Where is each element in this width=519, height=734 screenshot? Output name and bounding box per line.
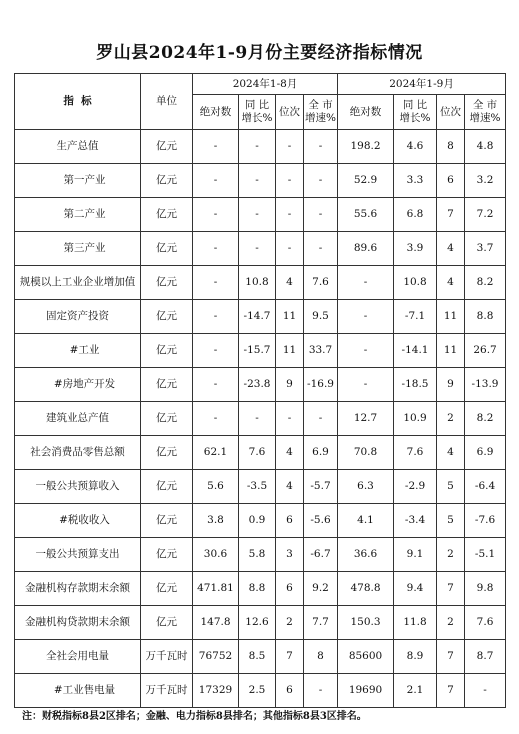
- page-title: 罗山县2024年1-9月份主要经济指标情况: [96, 43, 423, 63]
- cell-b-abs: 198.2: [338, 130, 394, 164]
- cell-a-city: -: [304, 674, 338, 708]
- cell-b-rank: 11: [437, 300, 465, 334]
- cell-a-yoy: -: [239, 232, 276, 266]
- cell-a-city: -6.7: [304, 538, 338, 572]
- cell-a-city: -: [304, 164, 338, 198]
- cell-b-abs: -: [338, 266, 394, 300]
- rank-header: 位次: [437, 95, 465, 130]
- cell-unit: 亿元: [141, 402, 193, 436]
- cell-b-abs: 36.6: [338, 538, 394, 572]
- indicator-name: 第二产业: [15, 198, 141, 232]
- cell-a-rank: 7: [276, 640, 304, 674]
- cell-a-yoy: 12.6: [239, 606, 276, 640]
- cell-b-yoy: 6.8: [394, 198, 437, 232]
- table-row: [15, 164, 506, 198]
- cell-b-rank: 5: [437, 470, 465, 504]
- cell-b-rank: 2: [437, 606, 465, 640]
- cell-b-city: 4.8: [465, 130, 506, 164]
- cell-a-rank: 3: [276, 538, 304, 572]
- cell-a-rank: 6: [276, 504, 304, 538]
- cell-a-yoy: 5.8: [239, 538, 276, 572]
- table-row: [15, 334, 506, 368]
- indicator-name: 全社会用电量: [15, 640, 141, 674]
- cell-b-abs: -: [338, 368, 394, 402]
- cell-b-rank: 7: [437, 198, 465, 232]
- cell-a-abs: -: [193, 266, 239, 300]
- cell-b-abs: 52.9: [338, 164, 394, 198]
- table-row: [15, 504, 506, 538]
- indicator-name: 规模以上工业企业增加值: [15, 266, 141, 300]
- cell-unit: 亿元: [141, 232, 193, 266]
- rank-header: 位次: [276, 95, 304, 130]
- city-header: 全 市 增速%: [304, 95, 338, 130]
- cell-a-abs: 62.1: [193, 436, 239, 470]
- cell-b-rank: 4: [437, 232, 465, 266]
- cell-unit: 亿元: [141, 436, 193, 470]
- cell-a-yoy: 10.8: [239, 266, 276, 300]
- cell-unit: 亿元: [141, 572, 193, 606]
- cell-a-abs: 5.6: [193, 470, 239, 504]
- cell-b-rank: 4: [437, 266, 465, 300]
- cell-a-city: 8: [304, 640, 338, 674]
- cell-a-yoy: -: [239, 402, 276, 436]
- cell-a-abs: 17329: [193, 674, 239, 708]
- cell-a-yoy: -: [239, 198, 276, 232]
- cell-a-rank: 6: [276, 674, 304, 708]
- table-row: [15, 538, 506, 572]
- cell-b-yoy: 10.9: [394, 402, 437, 436]
- cell-b-abs: 12.7: [338, 402, 394, 436]
- cell-b-city: 6.9: [465, 436, 506, 470]
- cell-a-yoy: -15.7: [239, 334, 276, 368]
- cell-a-city: 7.7: [304, 606, 338, 640]
- cell-b-abs: 89.6: [338, 232, 394, 266]
- table-row: [15, 674, 506, 708]
- yoy-header: 同 比 增长%: [239, 95, 276, 130]
- cell-b-city: -: [465, 674, 506, 708]
- cell-b-yoy: 3.3: [394, 164, 437, 198]
- cell-a-abs: -: [193, 232, 239, 266]
- cell-b-city: 7.6: [465, 606, 506, 640]
- cell-b-rank: 2: [437, 538, 465, 572]
- indicator-name: 第三产业: [15, 232, 141, 266]
- cell-b-city: 3.2: [465, 164, 506, 198]
- indicator-name: #工业: [15, 334, 141, 368]
- indicator-name: 一般公共预算支出: [15, 538, 141, 572]
- cell-a-city: -: [304, 198, 338, 232]
- cell-a-rank: 11: [276, 300, 304, 334]
- cell-b-city: 3.7: [465, 232, 506, 266]
- cell-a-city: 33.7: [304, 334, 338, 368]
- cell-b-abs: 4.1: [338, 504, 394, 538]
- indicator-table: [14, 73, 506, 708]
- cell-a-yoy: 7.6: [239, 436, 276, 470]
- cell-b-abs: 6.3: [338, 470, 394, 504]
- cell-unit: 亿元: [141, 504, 193, 538]
- table-row: [15, 368, 506, 402]
- cell-b-rank: 11: [437, 334, 465, 368]
- table-row: [15, 436, 506, 470]
- cell-a-rank: 2: [276, 606, 304, 640]
- cell-a-abs: -: [193, 334, 239, 368]
- indicator-name: 一般公共预算收入: [15, 470, 141, 504]
- cell-a-rank: -: [276, 232, 304, 266]
- indicator-name: 固定资产投资: [15, 300, 141, 334]
- indicator-header: 指 标: [15, 74, 141, 130]
- cell-unit: 万千瓦时: [141, 640, 193, 674]
- cell-a-abs: -: [193, 130, 239, 164]
- cell-unit: 万千瓦时: [141, 674, 193, 708]
- cell-b-abs: 55.6: [338, 198, 394, 232]
- indicator-name: #工业售电量: [15, 674, 141, 708]
- cell-a-yoy: 2.5: [239, 674, 276, 708]
- footnote: 注：财税指标8县2区排名；金融、电力指标8县排名；其他指标8县3区排名。: [22, 711, 367, 722]
- cell-b-abs: 150.3: [338, 606, 394, 640]
- cell-a-yoy: -: [239, 164, 276, 198]
- unit-header: 单位: [141, 74, 193, 130]
- table-row: [15, 130, 506, 164]
- cell-b-abs: 70.8: [338, 436, 394, 470]
- indicator-name: 社会消费品零售总额: [15, 436, 141, 470]
- abs-header: 绝对数: [193, 95, 239, 130]
- indicator-name: 生产总值: [15, 130, 141, 164]
- cell-a-rank: 4: [276, 436, 304, 470]
- indicator-name: 第一产业: [15, 164, 141, 198]
- cell-a-rank: -: [276, 164, 304, 198]
- cell-unit: 亿元: [141, 164, 193, 198]
- cell-a-abs: -: [193, 368, 239, 402]
- cell-a-abs: -: [193, 402, 239, 436]
- cell-b-yoy: -14.1: [394, 334, 437, 368]
- indicator-name: 金融机构存款期末余额: [15, 572, 141, 606]
- cell-a-city: 9.2: [304, 572, 338, 606]
- cell-a-rank: -: [276, 130, 304, 164]
- cell-unit: 亿元: [141, 198, 193, 232]
- cell-b-city: -7.6: [465, 504, 506, 538]
- indicator-name: 金融机构贷款期末余额: [15, 606, 141, 640]
- cell-b-city: 8.8: [465, 300, 506, 334]
- cell-a-yoy: 8.5: [239, 640, 276, 674]
- cell-a-city: -5.6: [304, 504, 338, 538]
- period-b-header: 2024年1-9月: [338, 74, 506, 95]
- cell-a-rank: 11: [276, 334, 304, 368]
- table-row: [15, 572, 506, 606]
- cell-b-rank: 4: [437, 436, 465, 470]
- cell-b-yoy: 9.1: [394, 538, 437, 572]
- cell-a-abs: 76752: [193, 640, 239, 674]
- cell-a-rank: 9: [276, 368, 304, 402]
- cell-b-yoy: -18.5: [394, 368, 437, 402]
- cell-a-yoy: 8.8: [239, 572, 276, 606]
- cell-b-yoy: 2.1: [394, 674, 437, 708]
- cell-a-abs: 147.8: [193, 606, 239, 640]
- table-row: [15, 266, 506, 300]
- cell-b-yoy: 11.8: [394, 606, 437, 640]
- indicator-name: #房地产开发: [15, 368, 141, 402]
- cell-b-abs: -: [338, 300, 394, 334]
- indicator-name: #税收收入: [15, 504, 141, 538]
- cell-b-abs: 19690: [338, 674, 394, 708]
- cell-b-rank: 2: [437, 402, 465, 436]
- cell-a-abs: -: [193, 300, 239, 334]
- cell-a-city: -5.7: [304, 470, 338, 504]
- cell-a-city: 7.6: [304, 266, 338, 300]
- cell-b-city: 8.2: [465, 266, 506, 300]
- cell-a-rank: -: [276, 402, 304, 436]
- period-a-header: 2024年1-8月: [193, 74, 338, 95]
- cell-b-yoy: -7.1: [394, 300, 437, 334]
- cell-a-abs: -: [193, 198, 239, 232]
- cell-unit: 亿元: [141, 300, 193, 334]
- cell-a-rank: -: [276, 198, 304, 232]
- cell-a-abs: 471.81: [193, 572, 239, 606]
- cell-a-abs: 3.8: [193, 504, 239, 538]
- cell-a-abs: -: [193, 164, 239, 198]
- cell-a-yoy: -3.5: [239, 470, 276, 504]
- table-row: [15, 606, 506, 640]
- cell-b-city: -5.1: [465, 538, 506, 572]
- cell-a-yoy: 0.9: [239, 504, 276, 538]
- table-row: [15, 470, 506, 504]
- cell-unit: 亿元: [141, 334, 193, 368]
- cell-b-rank: 6: [437, 164, 465, 198]
- table-row: [15, 232, 506, 266]
- cell-unit: 亿元: [141, 130, 193, 164]
- indicator-name: 建筑业总产值: [15, 402, 141, 436]
- cell-b-city: 8.2: [465, 402, 506, 436]
- cell-a-city: -16.9: [304, 368, 338, 402]
- cell-unit: 亿元: [141, 606, 193, 640]
- cell-b-city: 9.8: [465, 572, 506, 606]
- cell-b-yoy: 3.9: [394, 232, 437, 266]
- cell-unit: 亿元: [141, 266, 193, 300]
- cell-b-city: 26.7: [465, 334, 506, 368]
- cell-b-yoy: 9.4: [394, 572, 437, 606]
- cell-b-yoy: 10.8: [394, 266, 437, 300]
- cell-b-city: 8.7: [465, 640, 506, 674]
- cell-unit: 亿元: [141, 470, 193, 504]
- cell-b-rank: 5: [437, 504, 465, 538]
- cell-unit: 亿元: [141, 538, 193, 572]
- cell-a-rank: 4: [276, 266, 304, 300]
- cell-b-yoy: 7.6: [394, 436, 437, 470]
- cell-b-rank: 7: [437, 640, 465, 674]
- table-row: [15, 402, 506, 436]
- cell-b-yoy: 8.9: [394, 640, 437, 674]
- cell-b-rank: 9: [437, 368, 465, 402]
- table-row: [15, 198, 506, 232]
- cell-b-yoy: -3.4: [394, 504, 437, 538]
- city-header: 全 市 增速%: [465, 95, 506, 130]
- cell-a-yoy: -14.7: [239, 300, 276, 334]
- cell-b-rank: 7: [437, 674, 465, 708]
- cell-a-city: 6.9: [304, 436, 338, 470]
- cell-unit: 亿元: [141, 368, 193, 402]
- cell-b-abs: -: [338, 334, 394, 368]
- abs-header: 绝对数: [338, 95, 394, 130]
- cell-b-city: -13.9: [465, 368, 506, 402]
- table-row: [15, 300, 506, 334]
- cell-a-city: -: [304, 232, 338, 266]
- cell-a-city: -: [304, 402, 338, 436]
- cell-b-abs: 85600: [338, 640, 394, 674]
- cell-b-abs: 478.8: [338, 572, 394, 606]
- header-row-1: [15, 74, 506, 95]
- cell-b-rank: 8: [437, 130, 465, 164]
- cell-a-rank: 6: [276, 572, 304, 606]
- cell-a-yoy: -: [239, 130, 276, 164]
- cell-a-abs: 30.6: [193, 538, 239, 572]
- cell-a-yoy: -23.8: [239, 368, 276, 402]
- table-row: [15, 640, 506, 674]
- cell-a-rank: 4: [276, 470, 304, 504]
- cell-a-city: 9.5: [304, 300, 338, 334]
- cell-b-yoy: -2.9: [394, 470, 437, 504]
- cell-b-city: -6.4: [465, 470, 506, 504]
- cell-b-rank: 7: [437, 572, 465, 606]
- cell-b-city: 7.2: [465, 198, 506, 232]
- cell-b-yoy: 4.6: [394, 130, 437, 164]
- yoy-header: 同 比 增长%: [394, 95, 437, 130]
- cell-a-city: -: [304, 130, 338, 164]
